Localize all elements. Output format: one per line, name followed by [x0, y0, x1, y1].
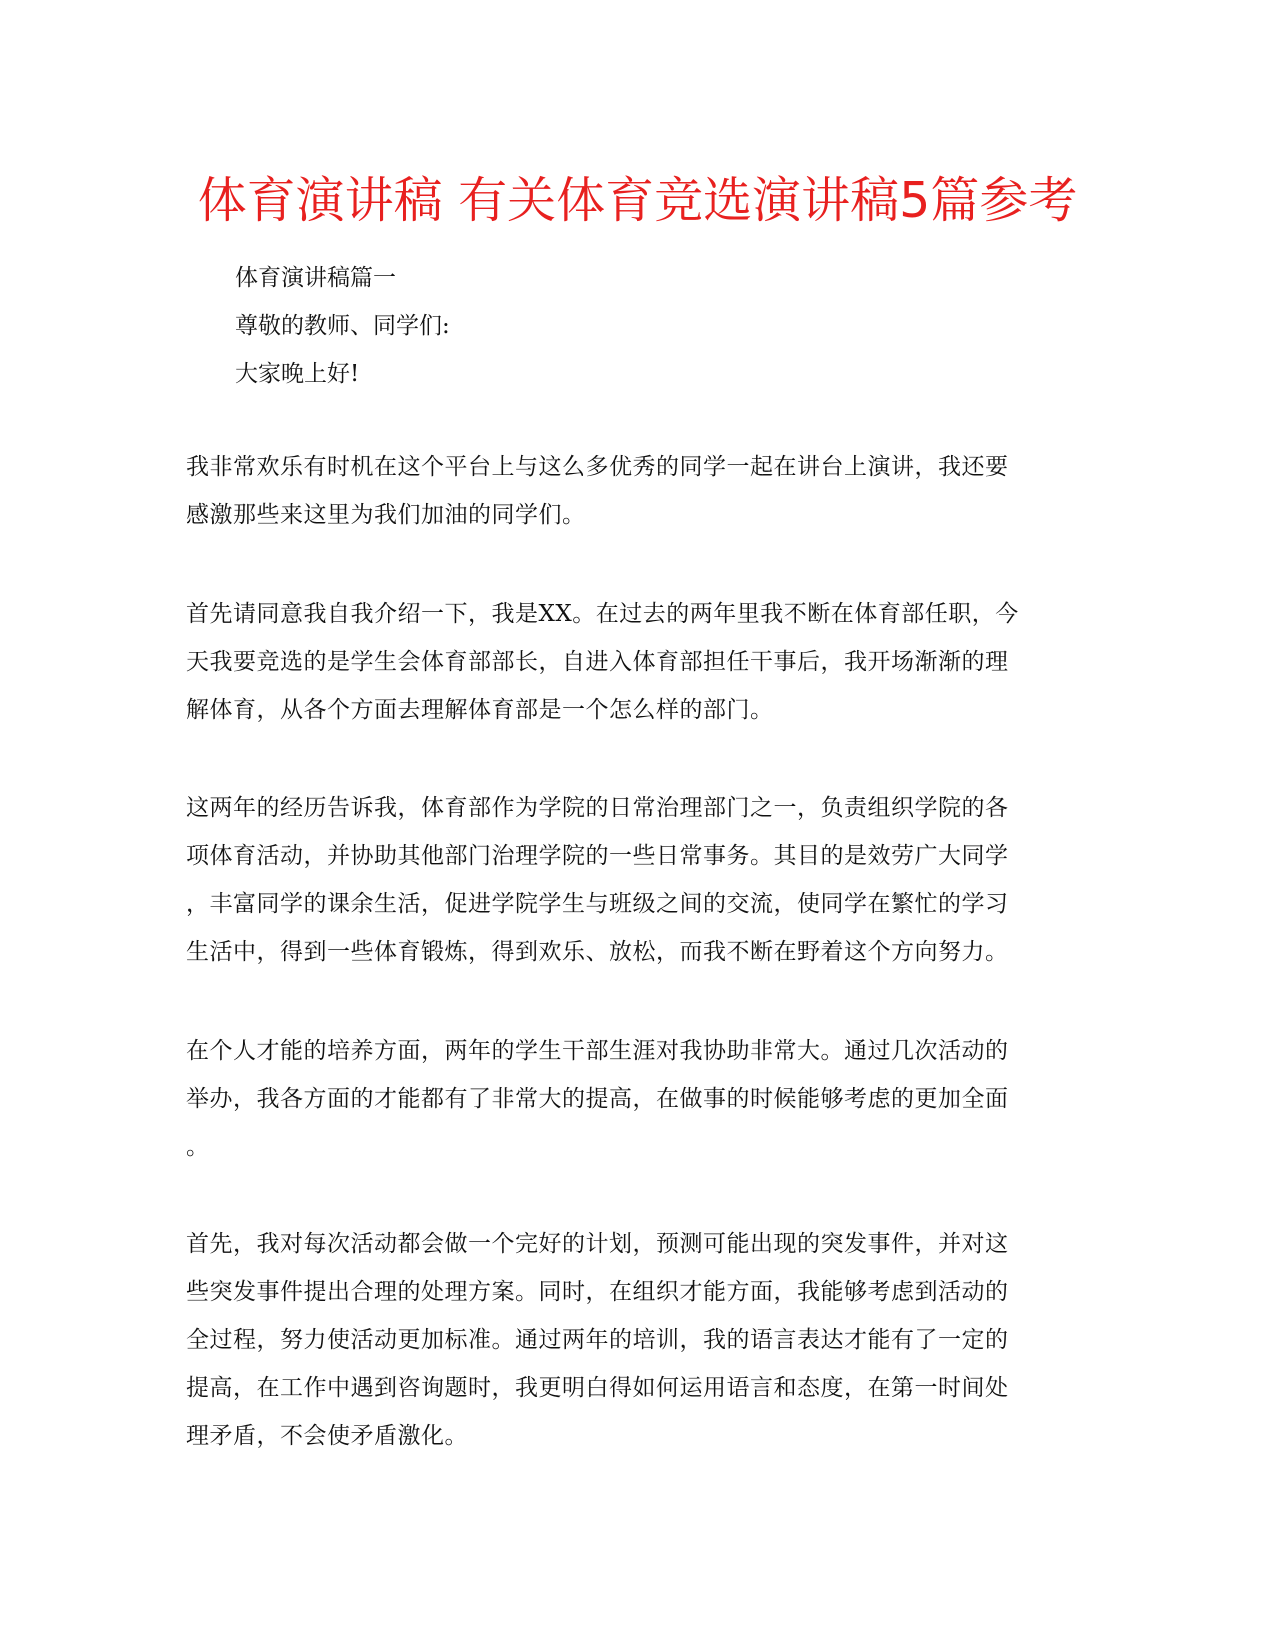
- paragraph-line: 提高，在工作中遇到咨询题时，我更明白得如何运用语言和态度，在第一时间处: [186, 1375, 1009, 1401]
- paragraph-line: 我非常欢乐有时机在这个平台上与这么多优秀的同学一起在讲台上演讲，我还要: [186, 454, 1009, 480]
- paragraph-line: 首先请同意我自我介绍一下，我是XX。在过去的两年里我不断在体育部任职，今: [186, 601, 1019, 627]
- paragraph-line: 。: [186, 1134, 210, 1160]
- paragraph-line: 些突发事件提出合理的处理方案。同时，在组织才能方面，我能够考虑到活动的: [186, 1279, 1009, 1305]
- paragraph-line: 在个人才能的培养方面，两年的学生干部生涯对我协助非常大。通过几次活动的: [186, 1038, 1009, 1064]
- paragraph-5: [186, 1220, 1066, 1460]
- salutation: 尊敬的教师、同学们:: [235, 313, 450, 339]
- paragraph-line: ，丰富同学的课余生活，促进学院学生与班级之间的交流，使同学在繁忙的学习: [186, 891, 1009, 917]
- paragraph-line: 项体育活动，并协助其他部门治理学院的一些日常事务。其目的是效劳广大同学: [186, 843, 1009, 869]
- paragraph-1: [186, 443, 1066, 539]
- paragraph-line: 全过程，努力使活动更加标准。通过两年的培训，我的语言表达才能有了一定的: [186, 1327, 1009, 1353]
- speech-heading: 体育演讲稿篇一: [235, 265, 396, 291]
- paragraph-line: 天我要竞选的是学生会体育部部长，自进入体育部担任干事后，我开场渐渐的理: [186, 649, 1009, 675]
- paragraph-line: 感激那些来这里为我们加油的同学们。: [186, 502, 586, 528]
- paragraph-line: 解体育，从各个方面去理解体育部是一个怎么样的部门。: [186, 697, 774, 723]
- paragraph-line: 首先，我对每次活动都会做一个完好的计划，预测可能出现的突发事件，并对这: [186, 1231, 1009, 1257]
- paragraph-line: 这两年的经历告诉我，体育部作为学院的日常治理部门之一，负责组织学院的各: [186, 795, 1009, 821]
- paragraph-line: 生活中，得到一些体育锻炼，得到欢乐、放松，而我不断在野着这个方向努力。: [186, 939, 1009, 965]
- document-title: 体育演讲稿 有关体育竞选演讲稿5篇参考: [197, 172, 1078, 229]
- greeting: 大家晚上好!: [235, 361, 360, 387]
- paragraph-line: 理矛盾，不会使矛盾激化。: [186, 1423, 468, 1449]
- paragraph-4: [186, 1027, 1066, 1171]
- paragraph-line: 举办，我各方面的才能都有了非常大的提高，在做事的时候能够考虑的更加全面: [186, 1086, 1009, 1112]
- paragraph-3: [186, 784, 1066, 976]
- intro-block: [235, 254, 450, 398]
- paragraph-2: [186, 590, 1066, 734]
